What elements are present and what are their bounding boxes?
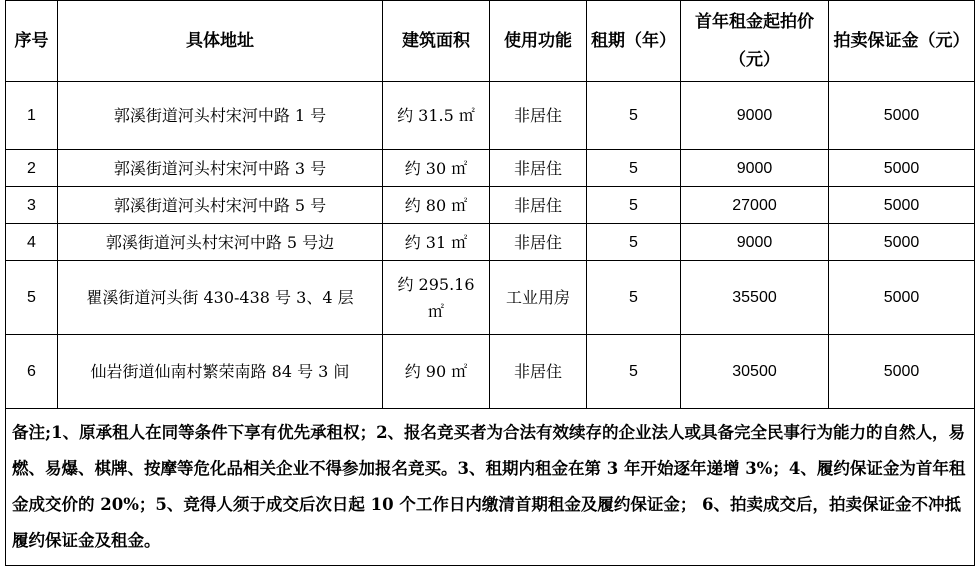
cell-deposit: 5000	[829, 261, 975, 335]
cell-deposit: 5000	[829, 82, 975, 150]
cell-use: 非居住	[490, 224, 587, 261]
header-area: 建筑面积	[383, 1, 490, 82]
cell-address: 郭溪街道河头村宋河中路 1 号	[58, 82, 383, 150]
cell-area: 约 80 ㎡	[383, 187, 490, 224]
table-row	[6, 224, 975, 261]
cell-no: 3	[6, 187, 58, 224]
cell-address: 郭溪街道河头村宋河中路 3 号	[58, 150, 383, 187]
cell-rent: 30500	[681, 335, 829, 409]
cell-use: 工业用房	[490, 261, 587, 335]
table-row	[6, 150, 975, 187]
header-use: 使用功能	[490, 1, 587, 82]
cell-term: 5	[587, 150, 681, 187]
cell-deposit: 5000	[829, 150, 975, 187]
cell-area: 约 31.5 ㎡	[383, 82, 490, 150]
cell-term: 5	[587, 224, 681, 261]
cell-area: 约 31 ㎡	[383, 224, 490, 261]
table-row	[6, 261, 975, 335]
cell-term: 5	[587, 335, 681, 409]
cell-deposit: 5000	[829, 224, 975, 261]
cell-no: 4	[6, 224, 58, 261]
cell-area: 约 90 ㎡	[383, 335, 490, 409]
table-row	[6, 335, 975, 409]
cell-rent: 35500	[681, 261, 829, 335]
header-deposit: 拍卖保证金（元）	[829, 1, 975, 82]
header-no: 序号	[6, 1, 58, 82]
cell-rent: 9000	[681, 82, 829, 150]
cell-area: 约 30 ㎡	[383, 150, 490, 187]
header-address: 具体地址	[58, 1, 383, 82]
table-row	[6, 82, 975, 150]
note-row	[6, 409, 975, 566]
cell-no: 1	[6, 82, 58, 150]
note-text: 备注;1、原承租人在同等条件下享有优先承租权；2、报名竞买者为合法有效续存的企业法人或具备完全民事行为能力的自然人，易燃、易爆、棋牌、按摩等危化品相关企业不得参加报名竞买。3、租期内租金在第 3 年开始逐年递增 3%；4、履约保证金为首年租金成交价的 20%；5、竞得人须于成交后次日起 10 个工作日内缴清首期租金及履约保证金； 6、拍卖成交后，拍卖保证金不冲抵履约保证金及租金。	[6, 409, 975, 566]
cell-address: 郭溪街道河头村宋河中路 5 号	[58, 187, 383, 224]
cell-no: 5	[6, 261, 58, 335]
lease-auction-table	[5, 0, 975, 566]
header-term: 租期（年）	[587, 1, 681, 82]
header-row	[6, 1, 975, 82]
cell-no: 2	[6, 150, 58, 187]
cell-address: 仙岩街道仙南村繁荣南路 84 号 3 间	[58, 335, 383, 409]
cell-use: 非居住	[490, 335, 587, 409]
cell-term: 5	[587, 82, 681, 150]
header-rent: 首年租金起拍价（元）	[681, 1, 829, 82]
cell-rent: 9000	[681, 150, 829, 187]
cell-use: 非居住	[490, 187, 587, 224]
cell-address: 瞿溪街道河头街 430-438 号 3、4 层	[58, 261, 383, 335]
cell-rent: 9000	[681, 224, 829, 261]
cell-term: 5	[587, 187, 681, 224]
cell-area: 约 295.16 ㎡	[383, 261, 490, 335]
cell-address: 郭溪街道河头村宋河中路 5 号边	[58, 224, 383, 261]
cell-use: 非居住	[490, 150, 587, 187]
table-row	[6, 187, 975, 224]
cell-deposit: 5000	[829, 187, 975, 224]
cell-use: 非居住	[490, 82, 587, 150]
cell-deposit: 5000	[829, 335, 975, 409]
cell-no: 6	[6, 335, 58, 409]
cell-term: 5	[587, 261, 681, 335]
cell-rent: 27000	[681, 187, 829, 224]
